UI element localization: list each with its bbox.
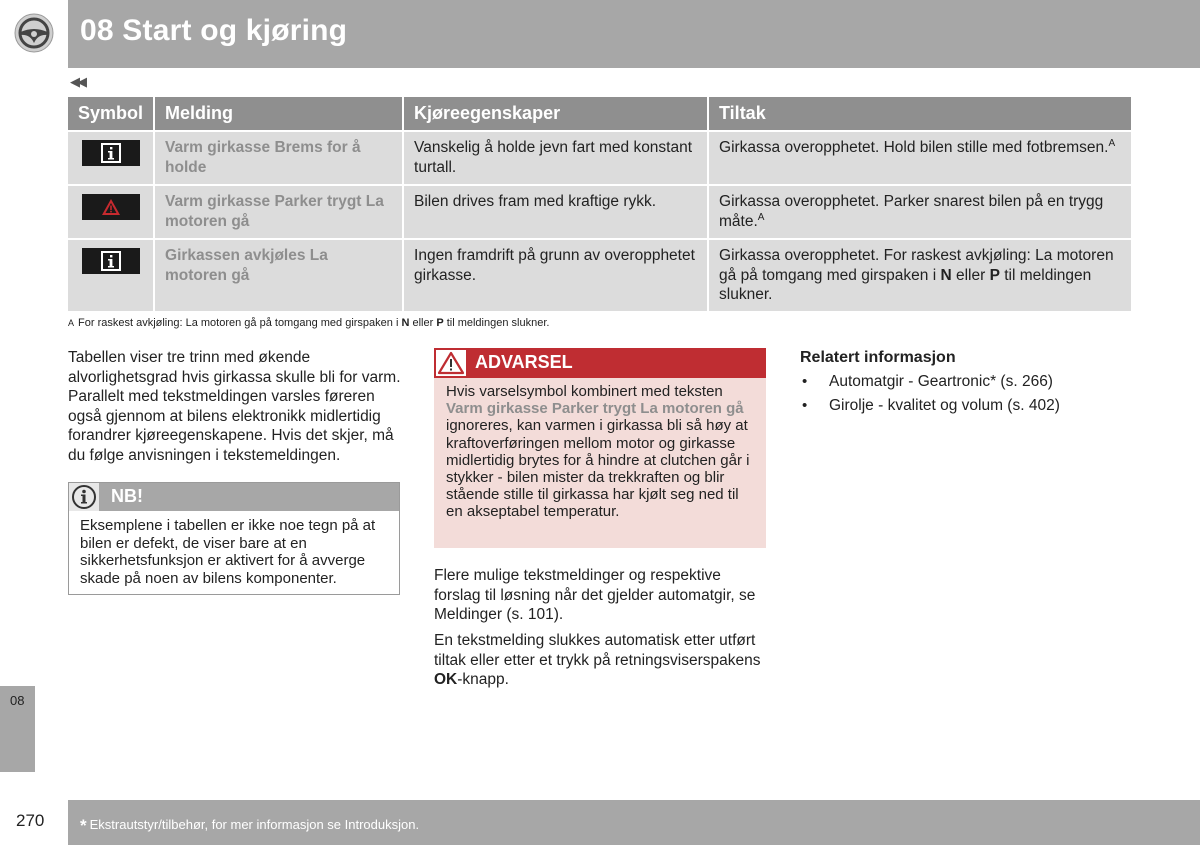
warning-message-name: Varm girkasse Parker trygt La motoren gå <box>446 400 744 418</box>
action-cell <box>709 238 1131 311</box>
nb-box <box>68 482 400 595</box>
warning-box <box>434 348 766 548</box>
column-header-behaviour: Kjøreegenskaper <box>404 97 709 130</box>
related-link[interactable]: • Girolje - kvalitet og volum (s. 402) <box>800 394 1160 418</box>
more-messages-paragraph: Flere mulige tekstmeldinger og respektive forslag til løsning når det gjelder automatgir, se Meldinger (s. 101). <box>434 567 756 624</box>
related-title: Relatert informasjon <box>800 349 956 366</box>
warning-text <box>434 378 766 521</box>
page-title: 08 Start og kjøring <box>80 14 348 47</box>
steering-wheel-icon <box>14 13 54 53</box>
footnote-text: For raskest avkjøling: La motoren gå på tomgang med girspaken i <box>78 317 402 329</box>
gear-n: N <box>940 266 952 284</box>
table-row <box>68 184 1131 238</box>
double-chevron-left-icon[interactable]: ◀◀ <box>70 74 84 89</box>
action-text: Girkassa overopphetet. For raskest avkjøling: La motoren gå på tomgang med girspaken i <box>719 247 1114 284</box>
message-cell: Girkassen avkjøles La motoren gå <box>155 238 404 311</box>
footnote-ref: A <box>757 211 765 223</box>
symbol-cell <box>68 184 155 238</box>
action-cell <box>709 184 1131 238</box>
related-list <box>800 370 1160 418</box>
table-footnote <box>68 317 549 329</box>
behaviour-cell: Bilen drives fram med kraftige rykk. <box>404 184 709 238</box>
gear-n: N <box>401 317 410 329</box>
gear-p: P <box>436 317 444 329</box>
warning-triangle-icon <box>436 350 466 378</box>
message-cell: Varm girkasse Parker trygt La motoren gå <box>155 184 404 238</box>
related-info <box>800 349 1160 418</box>
nb-text: Eksemplene i tabellen er ikke noe tegn på at bilen er defekt, de viser bare at en sikkerhetsfunksjon er aktivert for å avverge skade på noen av bilens komponenter. <box>80 517 376 587</box>
info-icon <box>82 248 140 274</box>
message-cell: Varm girkasse Brems for å holde <box>155 130 404 184</box>
clear-message-paragraph <box>434 631 770 690</box>
page-header <box>0 0 1200 68</box>
footnote-mark: A <box>68 318 75 328</box>
column-header-symbol: Symbol <box>68 97 155 130</box>
footer-note-text: Ekstrautstyr/tilbehør, for mer informasjon se Introduksjon. <box>89 817 420 832</box>
nb-label: NB! <box>111 486 143 506</box>
paragraph-text: -knapp. <box>457 671 509 689</box>
ok-button-label: OK <box>434 671 458 689</box>
action-text: eller <box>951 266 990 284</box>
warning-text-part: ignoreres, kan varmen i girkassa bli så høy at kraftoverføringen mellom motor og girkasse midlertidig brytes for å hindre at clutchen går i stykker - bilen mister da trekkraften og blir stående stille til girkassa har kjølt seg ned til en akseptabel temperatur. <box>446 417 750 521</box>
warning-triangle-icon <box>82 194 140 220</box>
symbol-cell <box>68 238 155 311</box>
footnote-text: eller <box>409 317 437 329</box>
column-header-action: Tiltak <box>709 97 1131 130</box>
behaviour-cell: Ingen framdrift på grunn av overopphetet girkasse. <box>404 238 709 311</box>
column-header-message: Melding <box>155 97 404 130</box>
warning-label: ADVARSEL <box>475 352 573 372</box>
paragraph-text: En tekstmelding slukkes automatisk etter utført tiltak eller etter et trykk på retningsviserspakens <box>434 632 761 669</box>
warning-header <box>434 348 766 378</box>
asterisk-mark: * <box>80 816 87 835</box>
action-text: Girkassa overopphetet. Hold bilen stille med fotbremsen. <box>719 139 1109 156</box>
action-cell <box>709 130 1131 184</box>
info-icon <box>82 140 140 166</box>
gear-p: P <box>989 266 1000 284</box>
info-circle-icon <box>69 483 99 511</box>
table-row <box>68 238 1131 311</box>
footer-note <box>80 814 419 834</box>
chapter-number: 08 <box>10 693 25 708</box>
action-text: Girkassa overopphetet. Parker snarest bilen på en trygg måte. <box>719 193 1104 230</box>
message-table <box>68 97 1131 311</box>
warning-text-part: Hvis varselsymbol kombinert med teksten <box>446 383 723 400</box>
footnote-ref: A <box>1108 137 1116 149</box>
footnote-text: til meldingen slukner. <box>443 317 550 329</box>
related-link[interactable]: • Automatgir - Geartronic* (s. 266) <box>800 370 1160 394</box>
chapter-tab <box>0 686 35 772</box>
symbol-cell <box>68 130 155 184</box>
page-number: 270 <box>16 811 45 830</box>
table-row <box>68 130 1131 184</box>
behaviour-cell: Vanskelig å holde jevn fart med konstant turtall. <box>404 130 709 184</box>
nb-header <box>69 483 399 511</box>
table-header-row <box>68 97 1131 130</box>
action-text: til meldingen slukner. <box>719 266 1092 303</box>
intro-paragraph: Tabellen viser tre trinn med økende alvorlighetsgrad hvis girkassa skulle bli for varm. Parallelt med tekstmeldingen varsles føreren også gjennom at bilens elektronikk midlertidig forandrer kjøreegenskapene. Hvis det skjer, må du følge anvisningen i tekstemeldingen. <box>68 349 401 464</box>
